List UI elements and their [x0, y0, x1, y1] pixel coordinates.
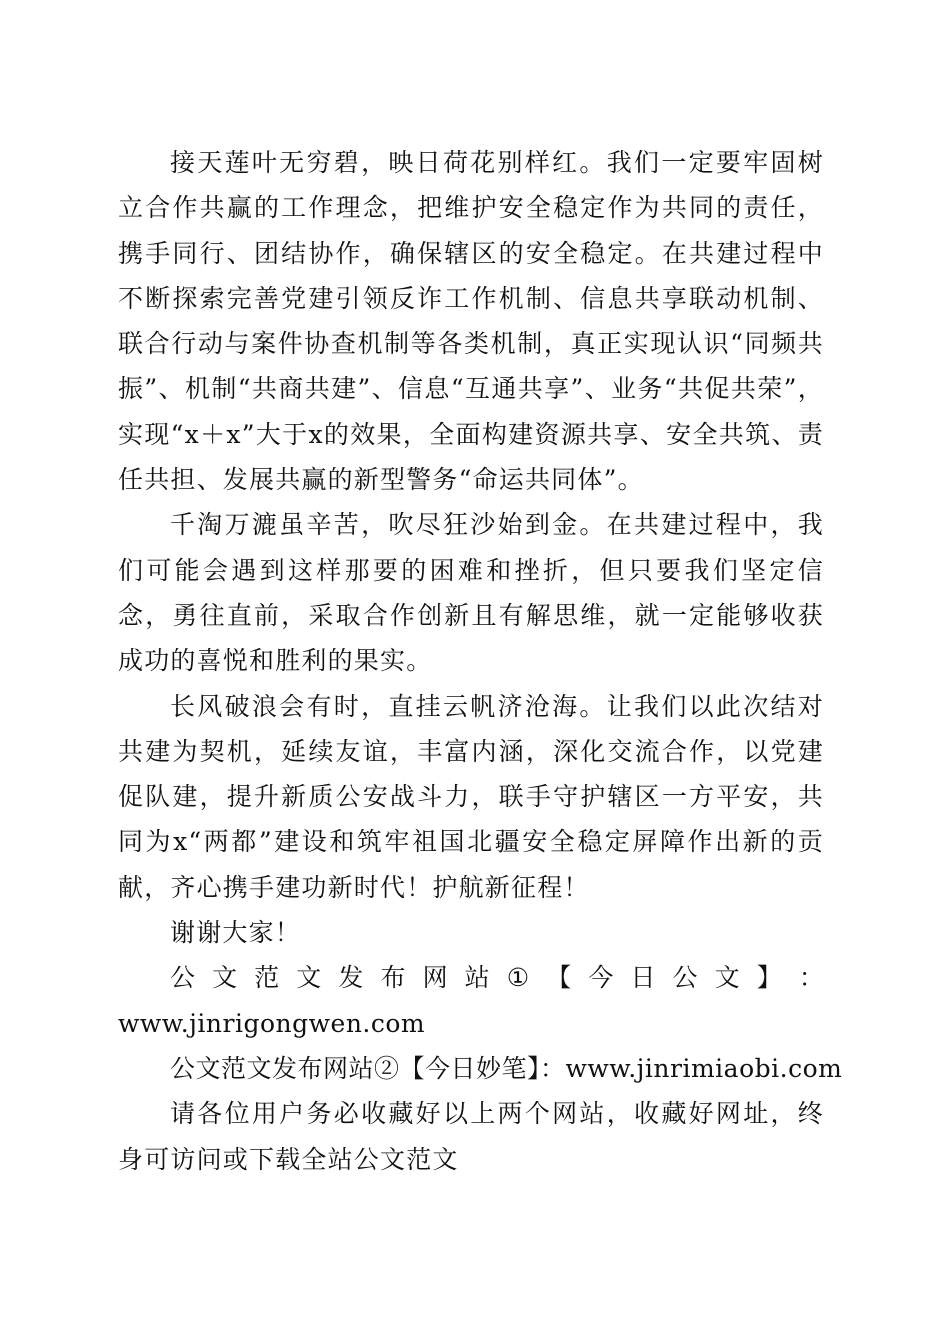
- site1-char: 站: [464, 963, 490, 993]
- site1-char: 范: [254, 963, 280, 993]
- site2-line[interactable]: 公文范文发布网站②【今日妙笔】：www.jinrimiaobi.com: [170, 1053, 843, 1083]
- site1-char: ①: [506, 963, 530, 993]
- closing-thanks: 谢谢大家！: [170, 918, 302, 948]
- paragraph-aspiration: 长风破浪会有时，直挂云帆济沧海。让我们以此次结对共建为契机，延续友谊，丰富内涵，深化交流合作，以党建促队建，提升新质公安战斗力，联手守护辖区一方平安，共同为x“两都”建设和筑牢祖国北疆安全稳定屏障作出新的贡献，齐心携手建功新时代！护航新征程！: [118, 691, 824, 902]
- site1-char: 【: [546, 963, 572, 993]
- site1-char: 】: [756, 963, 782, 993]
- site1-char: 公: [170, 963, 196, 993]
- notice-paragraph: 请各位用户务必收藏好以上两个网站，收藏好网址，终身可访问或下载全站公文范文: [118, 1099, 824, 1174]
- site1-char: 公: [672, 963, 698, 993]
- site1-char: 文: [714, 963, 740, 993]
- site1-char: 发: [338, 963, 364, 993]
- site1-label: [118, 955, 824, 1000]
- paragraph-cooperation: 接天莲叶无穷碧，映日荷花别样红。我们一定要牢固树立合作共赢的工作理念，把维护安全稳定作为共同的责任，携手同行、团结协作，确保辖区的安全稳定。在共建过程中不断探索完善党建引领反诈工作机制、信息共享联动机制、联合行动与案件协查机制等各类机制，真正实现认识“同频共振”、机制“共商共建”、信息“互通共享”、业务“共促共荣”，实现“x＋x”大于x的效果，全面构建资源共享、安全共筑、责任共担、发展共赢的新型警务“命运共同体”。: [118, 148, 824, 495]
- site1-char: 文: [296, 963, 322, 993]
- site1-url[interactable]: www.jinrigongwen.com: [118, 1008, 426, 1038]
- site1-char: 布: [380, 963, 406, 993]
- site1-char: 今: [588, 963, 614, 993]
- site1-char: 日: [630, 963, 656, 993]
- site1-char: 文: [212, 963, 238, 993]
- paragraph-perseverance: 千淘万漉虽辛苦，吹尽狂沙始到金。在共建过程中，我们可能会遇到这样那要的困难和挫折，但只要我们坚定信念，勇往直前，采取合作创新且有解思维，就一定能够收获成功的喜悦和胜利的果实。: [118, 510, 824, 676]
- site1-char: 网: [422, 963, 448, 993]
- site1-char: ：: [798, 963, 824, 993]
- document-body: [118, 140, 843, 1182]
